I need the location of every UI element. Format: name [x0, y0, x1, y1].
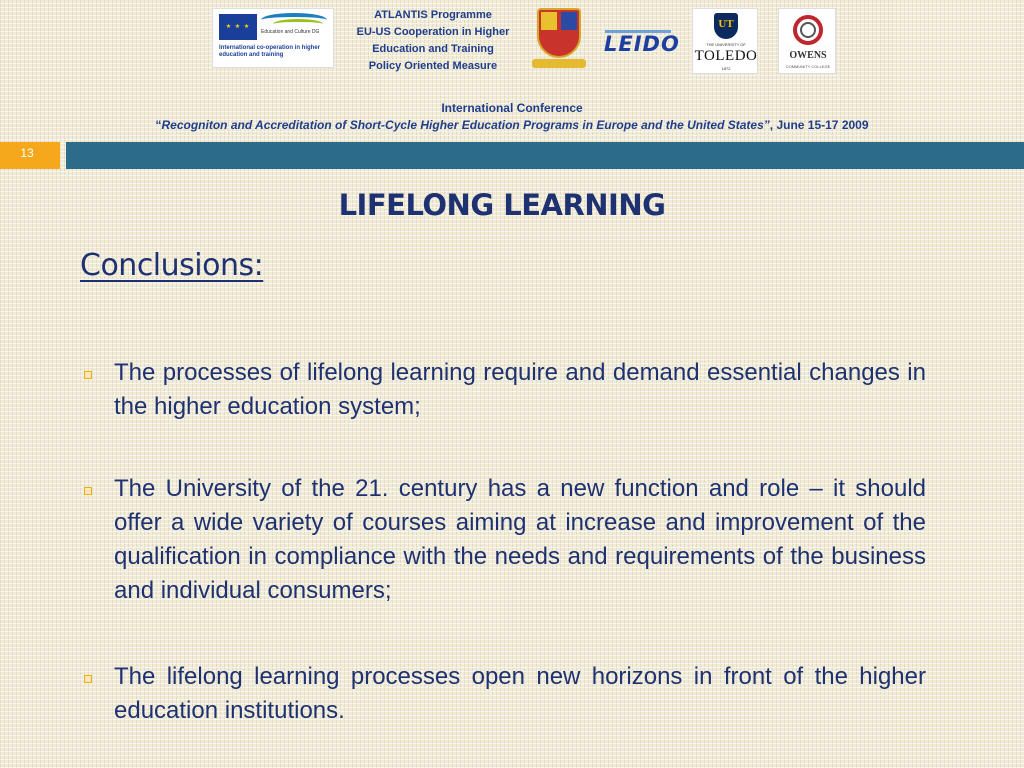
toledo-small-text: THE UNIVERSITY OF [706, 42, 746, 47]
slide-number-tab [0, 142, 60, 169]
bullet-list [78, 356, 926, 728]
toledo-year: 1872 [721, 66, 731, 71]
crest-ribbon-icon [532, 59, 586, 68]
conference-title-line [0, 117, 1024, 134]
conference-label: International Conference [441, 101, 583, 115]
swoosh-accent-icon [273, 19, 323, 29]
bullet-text: The lifelong learning processes open new horizons in front of the higher education institutions. [114, 663, 926, 724]
conference-header [0, 100, 1024, 134]
conference-title: Recogniton and Accreditation of Short-Cycle Higher Education Programs in Europe and the United States” [161, 118, 770, 132]
ut-shield-icon: UT [714, 13, 738, 39]
owens-community-college-logo [778, 8, 836, 74]
atlantis-programme-text [340, 7, 526, 75]
owens-subtitle: COMMUNITY COLLEGE [785, 64, 831, 69]
conference-dates: , June 15-17 2009 [769, 118, 869, 132]
crest-shield-icon [537, 8, 581, 58]
bullet-square-icon [84, 371, 92, 379]
owens-inner-ring-icon [800, 22, 816, 38]
owens-wordmark: OWENS [789, 50, 827, 61]
bullet-square-icon [84, 487, 92, 495]
bullet-item [78, 660, 926, 728]
eu-education-culture-logo [212, 8, 334, 68]
slide-number: 13 [20, 146, 34, 160]
slide-subtitle: Conclusions: [80, 248, 264, 283]
atlantis-line-2: EU-US Cooperation in Higher [356, 26, 510, 38]
header-divider-bar [66, 142, 1024, 169]
atlantis-line-1: ATLANTIS Programme [374, 9, 492, 21]
bullet-square-icon [84, 675, 92, 683]
bullet-item [78, 356, 926, 424]
toledo-wordmark: TOLEDO [694, 48, 758, 64]
eu-logo-caption: International co-operation in higher education and training [219, 45, 321, 58]
university-of-toledo-logo [692, 8, 758, 74]
university-crest-logo [530, 6, 588, 72]
bullet-text: The processes of lifelong learning require and demand essential changes in the higher education system; [114, 359, 926, 420]
conference-open-quote: “ [155, 118, 162, 132]
bullet-text: The University of the 21. century has a new function and role – it should offer a wide variety of courses aiming at increase and improvement of the qualification in compliance with the needs and requirements of the business and individual consumers; [114, 475, 926, 604]
eu-dg-label: Education and Culture DG [261, 29, 320, 35]
leido-wordmark: LEIDO [604, 32, 680, 56]
eu-flag-icon: ★ ★ ★ [219, 14, 257, 40]
atlantis-line-4: Policy Oriented Measure [368, 60, 498, 72]
leido-logo [602, 24, 680, 66]
slide-title: LIFELONG LEARNING [338, 188, 666, 222]
bullet-item [78, 472, 926, 608]
atlantis-line-3: Education and Training [372, 43, 494, 55]
